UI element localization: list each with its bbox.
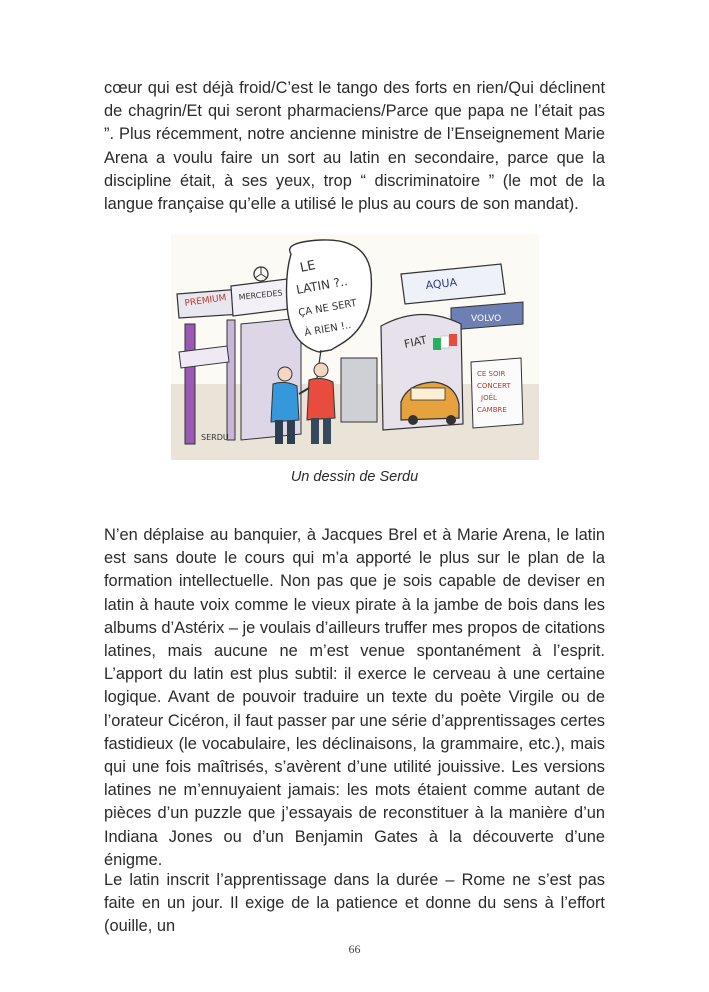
paragraph-text: Le latin inscrit l’apprentissage dans la durée – Rome ne s’est pas faite en un jour. Il exige de la patience et donne du sens à l’effort (ouille, un (104, 871, 605, 936)
sign-premium: PREMIUM (184, 293, 228, 309)
sign-volvo: VOLVO (471, 314, 502, 324)
paragraph-top (104, 77, 605, 216)
poster-line-3: JOËL (481, 394, 497, 402)
paragraph-text: cœur qui est déjà froid/C’est le tango des forts en rien/Qui déclinent de chagrin/Et qui seront pharmaciens/Parce que papa ne l’était pas ”. Plus récemment, notre ancienne ministre de l’Enseignement Marie Arena a voulu faire un sort au latin en secondaire, parce que la discipline était, à ses yeux, trop “ discriminatoire ” (le mot de la langue française qu’elle a utilisé le plus au cours de son mandat). (104, 79, 605, 214)
sign-mercedes: MERCEDES (238, 288, 284, 302)
sign-aqua: AQUA (424, 275, 458, 292)
paragraph-text: N’en déplaise au banquier, à Jacques Brel et à Marie Arena, le latin est sans doute le cours qui m’a apporté le plus sur le plan de la formation intellectuelle. Non pas que je sois capable de deviser en latin à haute voix comme le vieux pirate à la jambe de bois dans les albums d’Astérix – je voulais d’ailleurs truffer mes propos de citations latines, mais aucune ne m’est venue spontanément à l’esprit. L’apport du latin est plus subtil: il exerce le cerveau à une certaine logique. Avant de pouvoir traduire un texte du poète Virgile ou de l’orateur Cicéron, il faut passer par une série d’apprentissages certes fastidieux (le vocabulaire, les déclinaisons, la grammaire, etc.), mais qui une fois maîtrisés, s’avèrent d’une utilité jouissive. Les versions latines ne m’ennuyaient jamais: les mots étaient comme autant de pièces d’un puzzle que j’essayais de reconstituer à la manière d’un Indiana Jones ou d’un Benjamin Gates à la découverte d’une énigme. (104, 526, 605, 869)
paragraph-bottom (104, 869, 605, 939)
sign-fiat: FIAT (402, 333, 429, 351)
bubble-line-3: ÇA NE SERT (297, 297, 358, 319)
cartoon-illustration (171, 234, 539, 460)
cartoon-figure (171, 234, 539, 460)
bubble-line-1: LE (298, 258, 317, 276)
bubble-line-2: LATIN ?.. (295, 274, 349, 297)
poster-line-4: CAMBRE (477, 406, 507, 414)
poster-line-2: CONCERT (477, 382, 511, 390)
figure-caption: Un dessin de Serdu (290, 469, 419, 485)
bubble-line-4: À RIEN !.. (303, 319, 353, 339)
poster-line-1: CE SOIR (477, 370, 506, 378)
page-number: 66 (348, 942, 361, 956)
artist-signature: SERDU (201, 433, 229, 442)
paragraph-middle (104, 524, 605, 872)
